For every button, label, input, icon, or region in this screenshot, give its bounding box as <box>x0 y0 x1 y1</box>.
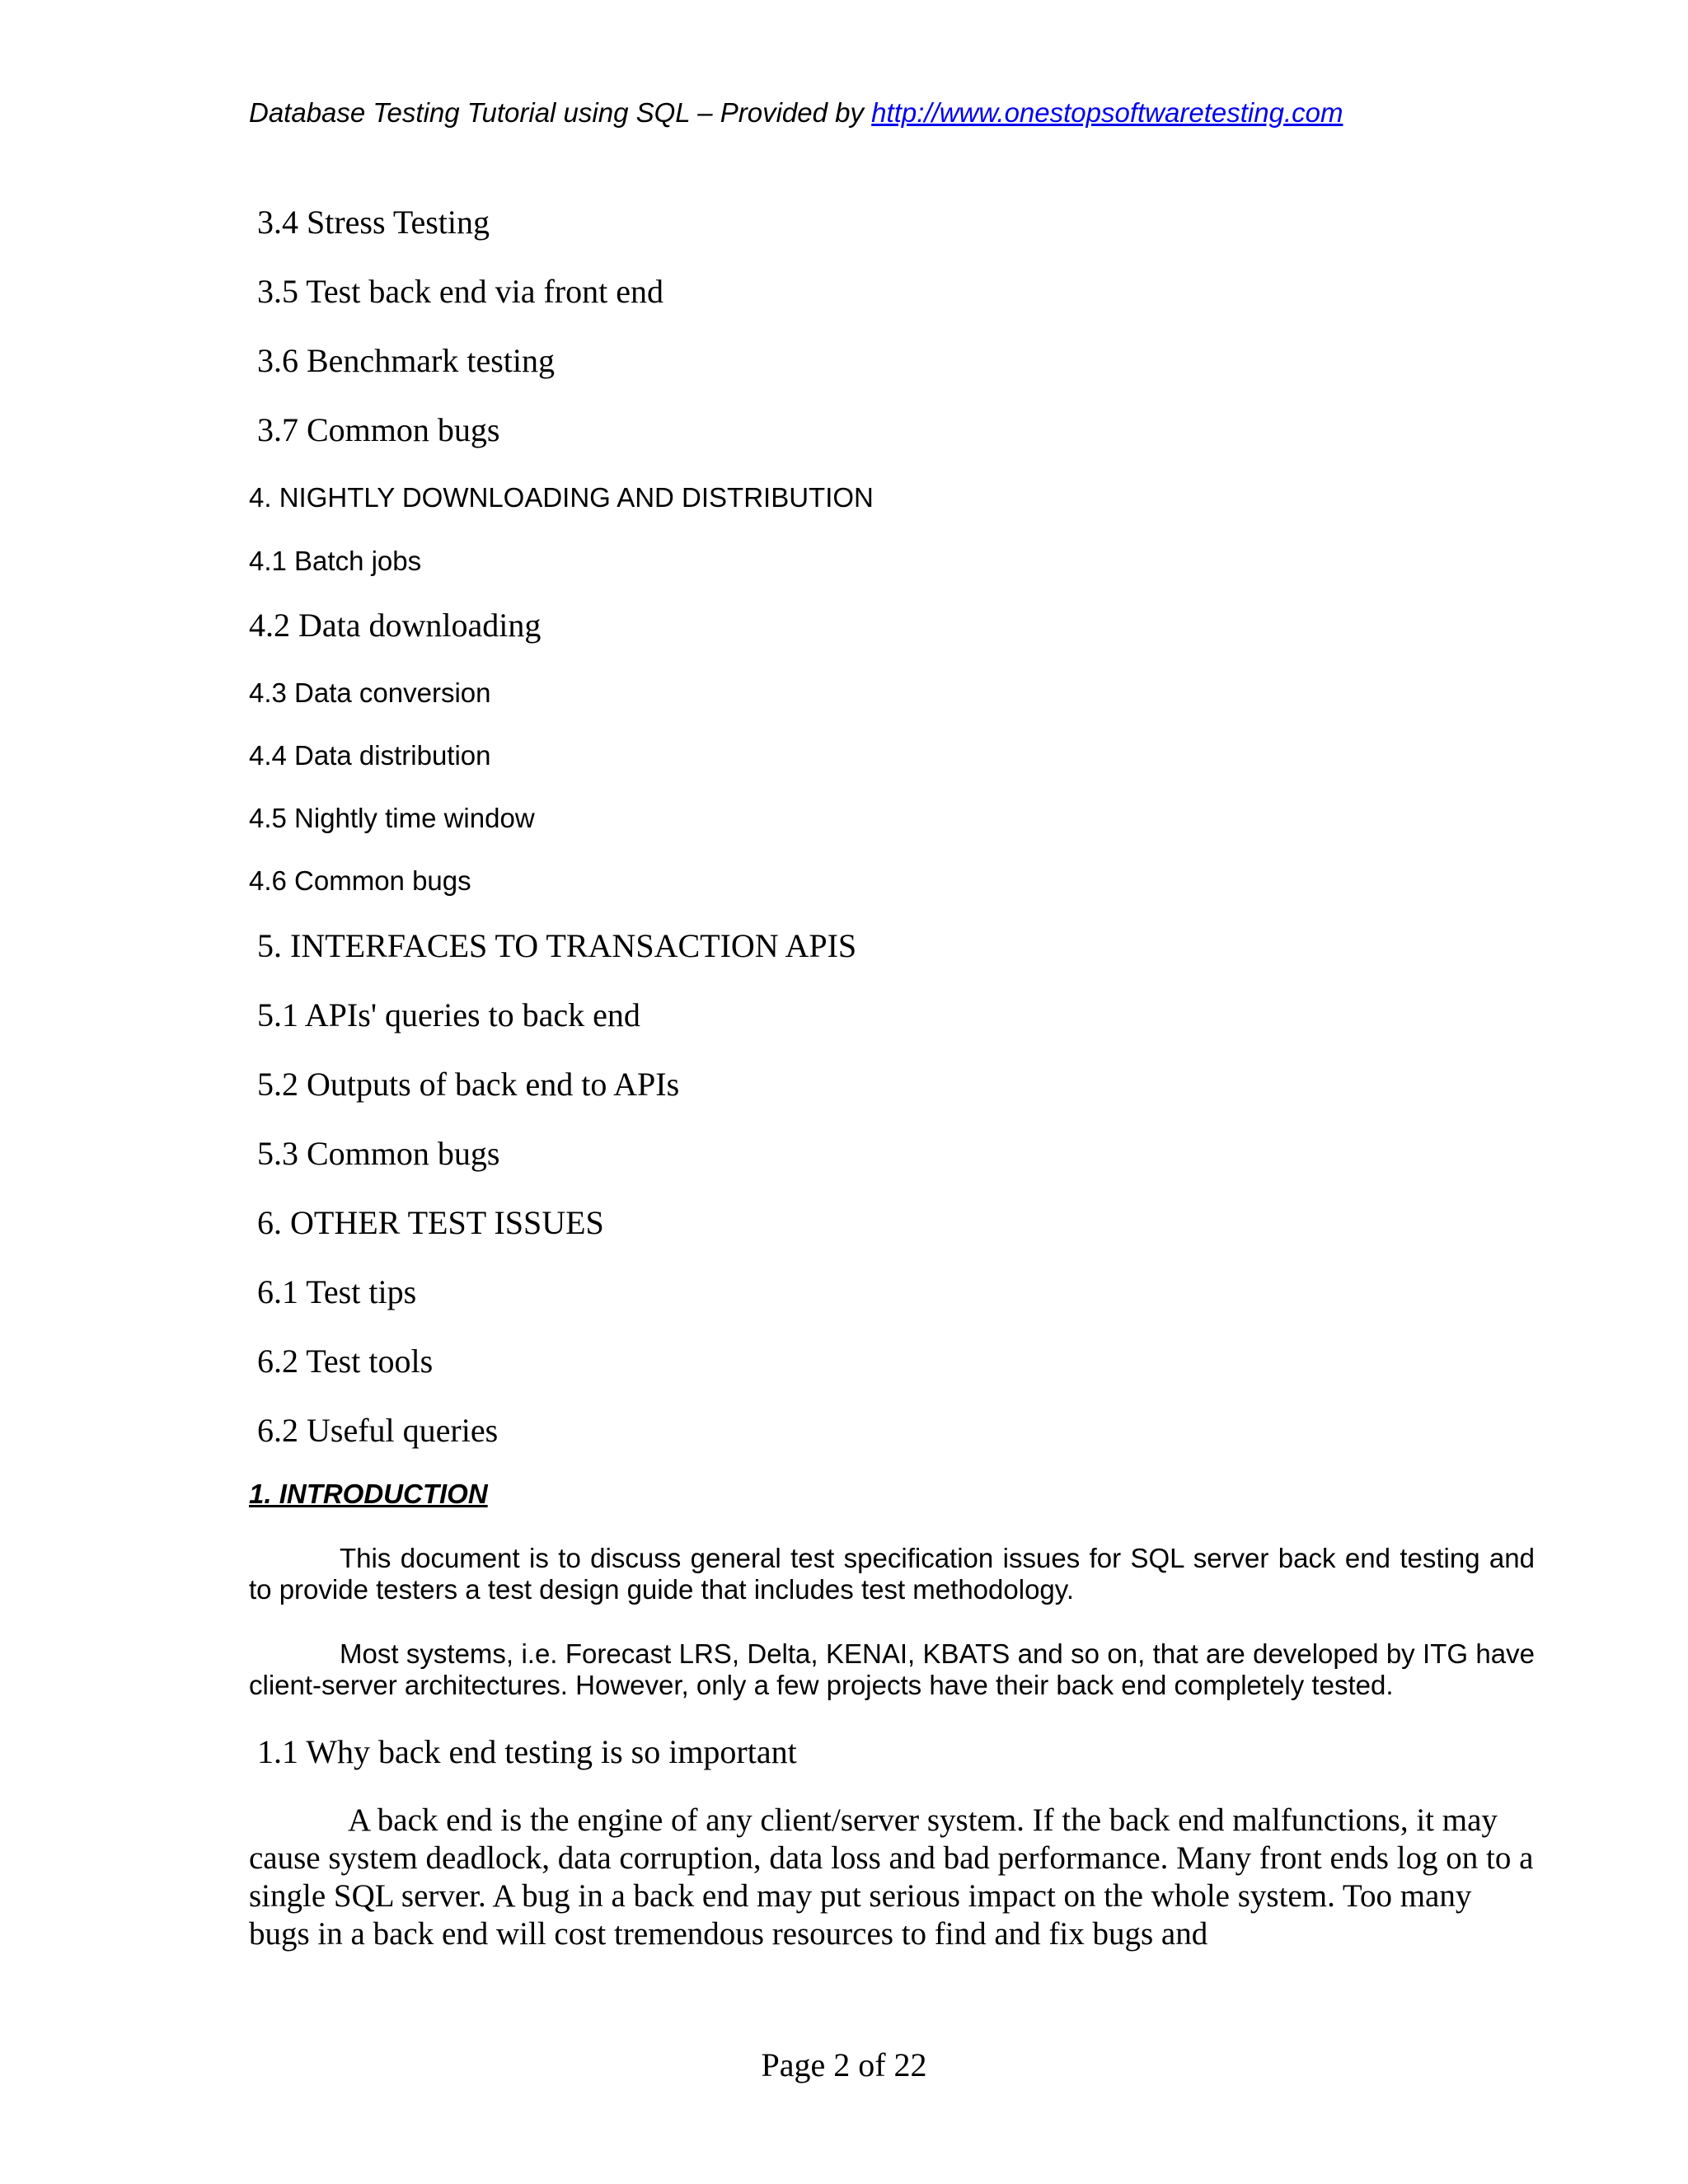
toc-item: 3.6 Benchmark testing <box>257 342 556 379</box>
toc-item: 6.2 Useful queries <box>257 1412 499 1449</box>
paragraph: A back end is the engine of any client/server system. If the back end malfunctions, it may cause system deadlock, data corruption, data loss and bad performance. Many front ends log on to a single SQL server. A bug in a back end may put serious impact on the whole system. Too many bugs in a back end will cost tremendous resources to find and fix bugs and <box>249 1802 1534 1952</box>
toc-item: 4.4 Data distribution <box>249 740 491 771</box>
header-title: Database Testing Tutorial using SQL – Provided by <box>249 97 872 128</box>
toc-item: 4.6 Common bugs <box>249 865 471 896</box>
toc-item: 5.3 Common bugs <box>257 1135 500 1172</box>
page-header <box>249 97 1343 129</box>
toc-item: 4.5 Nightly time window <box>249 803 535 833</box>
page-number: Page 2 of 22 <box>761 2046 927 2083</box>
toc-item: 4.2 Data downloading <box>249 607 542 644</box>
toc-item: 3.4 Stress Testing <box>257 204 490 241</box>
toc-item: 4.1 Batch jobs <box>249 546 422 576</box>
paragraph: Most systems, i.e. Forecast LRS, Delta, KENAI, KBATS and so on, that are developed by ITG have client-server architectures. However, only a few projects have their back end completely tested. <box>249 1638 1535 1700</box>
toc-item: 5.2 Outputs of back end to APIs <box>257 1066 680 1103</box>
toc-item: 6.1 Test tips <box>257 1273 417 1310</box>
toc-item: 4.3 Data conversion <box>249 677 491 708</box>
toc-item: 3.5 Test back end via front end <box>257 273 663 310</box>
toc-item: 3.7 Common bugs <box>257 411 500 448</box>
toc-item: 4. NIGHTLY DOWNLOADING AND DISTRIBUTION <box>249 482 874 513</box>
toc-item: 6. OTHER TEST ISSUES <box>257 1204 604 1241</box>
toc-item: 6.2 Test tools <box>257 1343 434 1380</box>
toc-item: 5. INTERFACES TO TRANSACTION APIS <box>257 927 857 964</box>
subsection-heading: 1.1 Why back end testing is so important <box>257 1733 797 1770</box>
paragraph: This document is to discuss general test specification issues for SQL server back end testing and to provide testers a test design guide that includes test methodology. <box>249 1543 1535 1605</box>
section-heading: 1. INTRODUCTION <box>249 1479 488 1509</box>
header-link[interactable]: http://www.onestopsoftwaretesting.com <box>871 97 1343 128</box>
toc-item: 5.1 APIs' queries to back end <box>257 996 640 1033</box>
